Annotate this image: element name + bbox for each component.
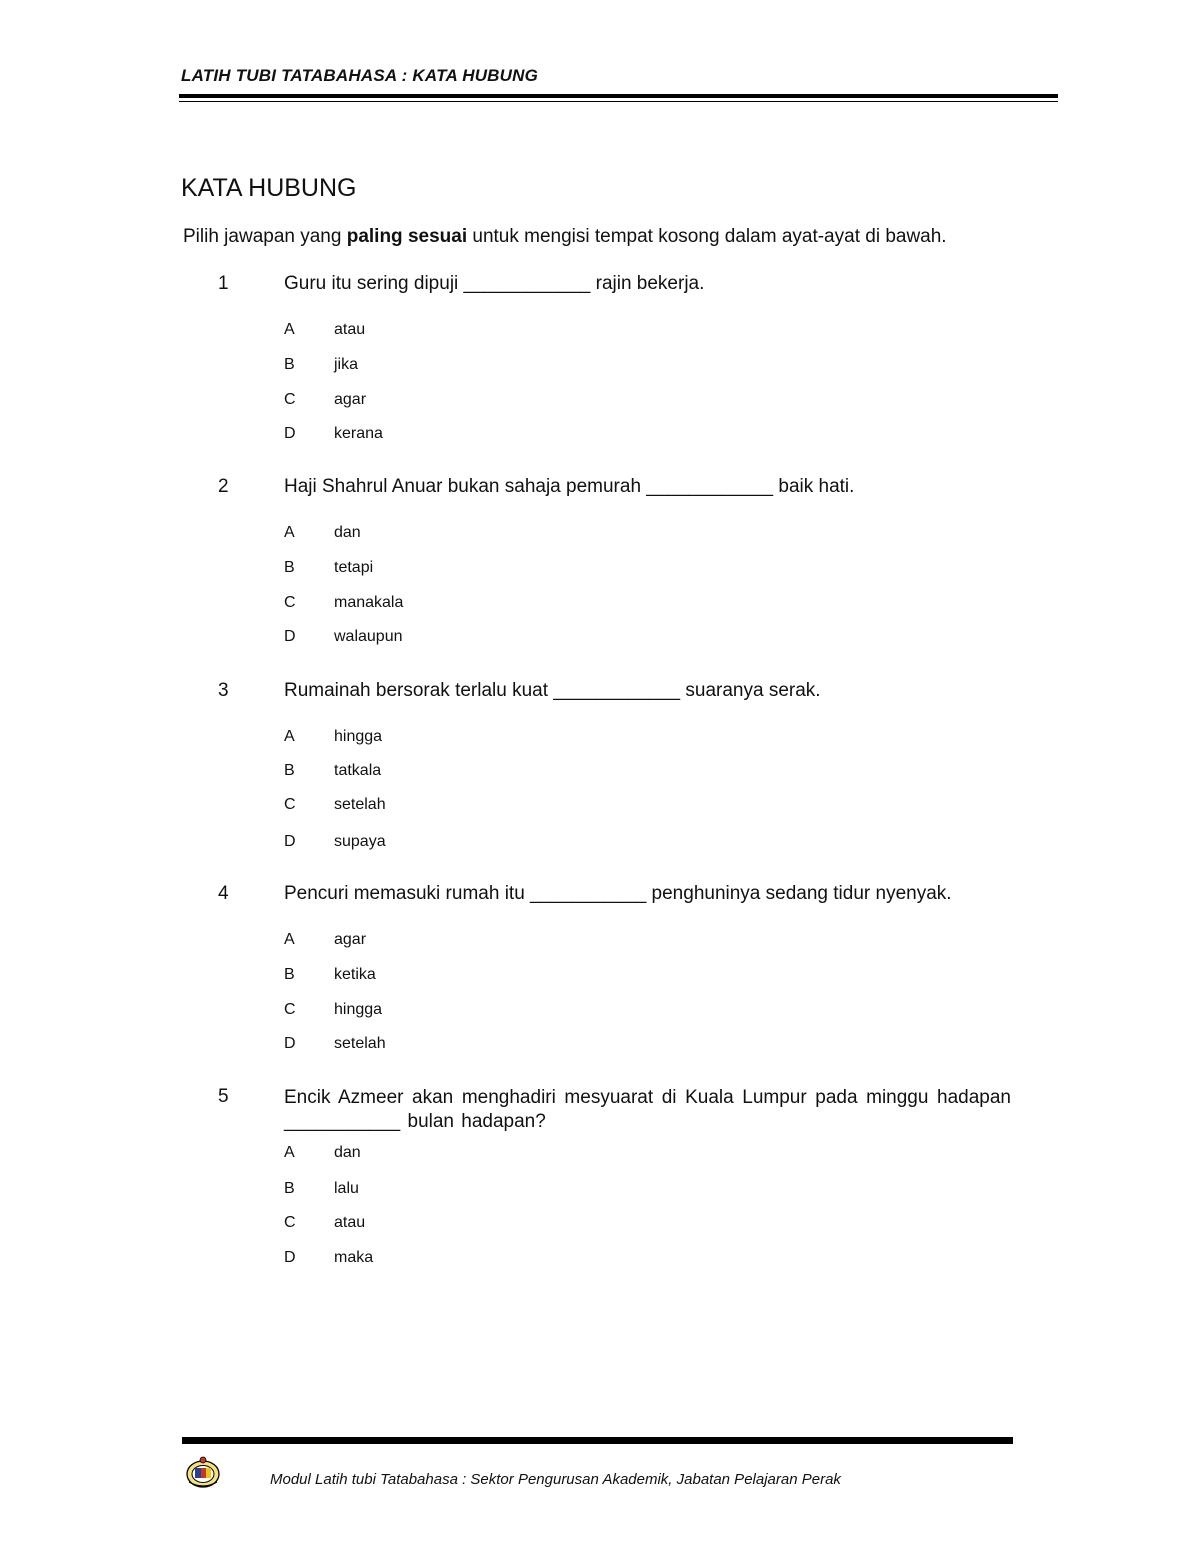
option-3d[interactable] <box>0 833 1200 857</box>
option-letter: D <box>284 1249 296 1266</box>
option-text: setelah <box>334 796 386 813</box>
question-number: 2 <box>218 476 229 497</box>
option-4a[interactable] <box>0 931 1200 955</box>
option-letter: D <box>284 833 296 850</box>
option-text: hingga <box>334 1001 383 1018</box>
header-rule-thin <box>179 101 1058 102</box>
option-letter: B <box>284 356 295 373</box>
option-letter: B <box>284 966 295 983</box>
option-text: jika <box>334 356 359 373</box>
option-letter: A <box>284 1144 295 1161</box>
option-letter: A <box>284 321 295 338</box>
option-text: dan <box>334 1144 361 1161</box>
instruction-post: untuk mengisi tempat kosong dalam ayat-ayat di bawah. <box>467 226 947 247</box>
option-letter: D <box>284 628 296 645</box>
option-1d[interactable] <box>0 425 1200 449</box>
option-text: maka <box>334 1249 374 1266</box>
option-text: dan <box>334 524 361 541</box>
instruction-bold: paling sesuai <box>346 226 468 247</box>
option-letter: D <box>284 1035 296 1052</box>
question-text: Pencuri memasuki rumah itu ___________ penghuninya sedang tidur nyenyak. <box>284 883 952 904</box>
instruction <box>183 226 947 248</box>
option-2d[interactable] <box>0 628 1200 652</box>
option-3b[interactable] <box>0 762 1200 786</box>
option-5a[interactable] <box>0 1144 1200 1168</box>
option-1a[interactable] <box>0 321 1200 345</box>
option-text: ketika <box>334 966 376 983</box>
option-3c[interactable] <box>0 796 1200 820</box>
option-text: agar <box>334 391 367 408</box>
question-text: Encik Azmeer akan menghadiri mesyuarat di Kuala Lumpur pada minggu hadapan ___________ bulan hadapan? <box>284 1087 1011 1132</box>
option-1b[interactable] <box>0 356 1200 380</box>
option-letter: A <box>284 931 295 948</box>
question-number: 5 <box>218 1086 229 1107</box>
option-5b[interactable] <box>0 1180 1200 1204</box>
option-text: supaya <box>334 833 386 850</box>
option-text: hingga <box>334 728 383 745</box>
option-letter: B <box>284 1180 295 1197</box>
option-letter: A <box>284 728 295 745</box>
option-text: walaupun <box>334 628 403 645</box>
footer-rule <box>182 1437 1013 1444</box>
option-letter: B <box>284 762 295 779</box>
option-5d[interactable] <box>0 1249 1200 1273</box>
option-1c[interactable] <box>0 391 1200 415</box>
option-text: tetapi <box>334 559 374 576</box>
option-text: atau <box>334 1214 366 1231</box>
option-text: atau <box>334 321 366 338</box>
option-text: setelah <box>334 1035 386 1052</box>
option-letter: C <box>284 391 296 408</box>
option-letter: C <box>284 594 296 611</box>
question-number: 3 <box>218 680 229 701</box>
option-letter: C <box>284 796 296 813</box>
option-letter: C <box>284 1214 296 1231</box>
option-text: lalu <box>334 1180 359 1197</box>
option-text: tatkala <box>334 762 382 779</box>
question-text: Haji Shahrul Anuar bukan sahaja pemurah ____________ baik hati. <box>284 476 855 497</box>
question-text: Guru itu sering dipuji ____________ rajin bekerja. <box>284 273 705 294</box>
instruction-pre: Pilih jawapan yang <box>183 226 347 247</box>
footer-text: Modul Latih tubi Tatabahasa : Sektor Pengurusan Akademik, Jabatan Pelajaran Perak <box>270 1471 841 1488</box>
page-title: KATA HUBUNG <box>181 174 357 202</box>
question-number: 1 <box>218 273 229 294</box>
question-text: Rumainah bersorak terlalu kuat ____________ suaranya serak. <box>284 680 821 701</box>
option-5c[interactable] <box>0 1214 1200 1238</box>
option-2b[interactable] <box>0 559 1200 583</box>
question-number: 4 <box>218 883 229 904</box>
option-4c[interactable] <box>0 1001 1200 1025</box>
option-letter: C <box>284 1001 296 1018</box>
option-4b[interactable] <box>0 966 1200 990</box>
option-text: manakala <box>334 594 404 611</box>
running-header: LATIH TUBI TATABAHASA : KATA HUBUNG <box>181 66 539 85</box>
option-2a[interactable] <box>0 524 1200 548</box>
option-text: agar <box>334 931 367 948</box>
option-4d[interactable] <box>0 1035 1200 1059</box>
option-3a[interactable] <box>0 728 1200 752</box>
option-letter: A <box>284 524 295 541</box>
option-text: kerana <box>334 425 383 442</box>
option-2c[interactable] <box>0 594 1200 618</box>
option-letter: D <box>284 425 296 442</box>
option-letter: B <box>284 559 295 576</box>
crest-logo-icon <box>185 1454 221 1490</box>
header-rule-thick <box>179 94 1058 98</box>
